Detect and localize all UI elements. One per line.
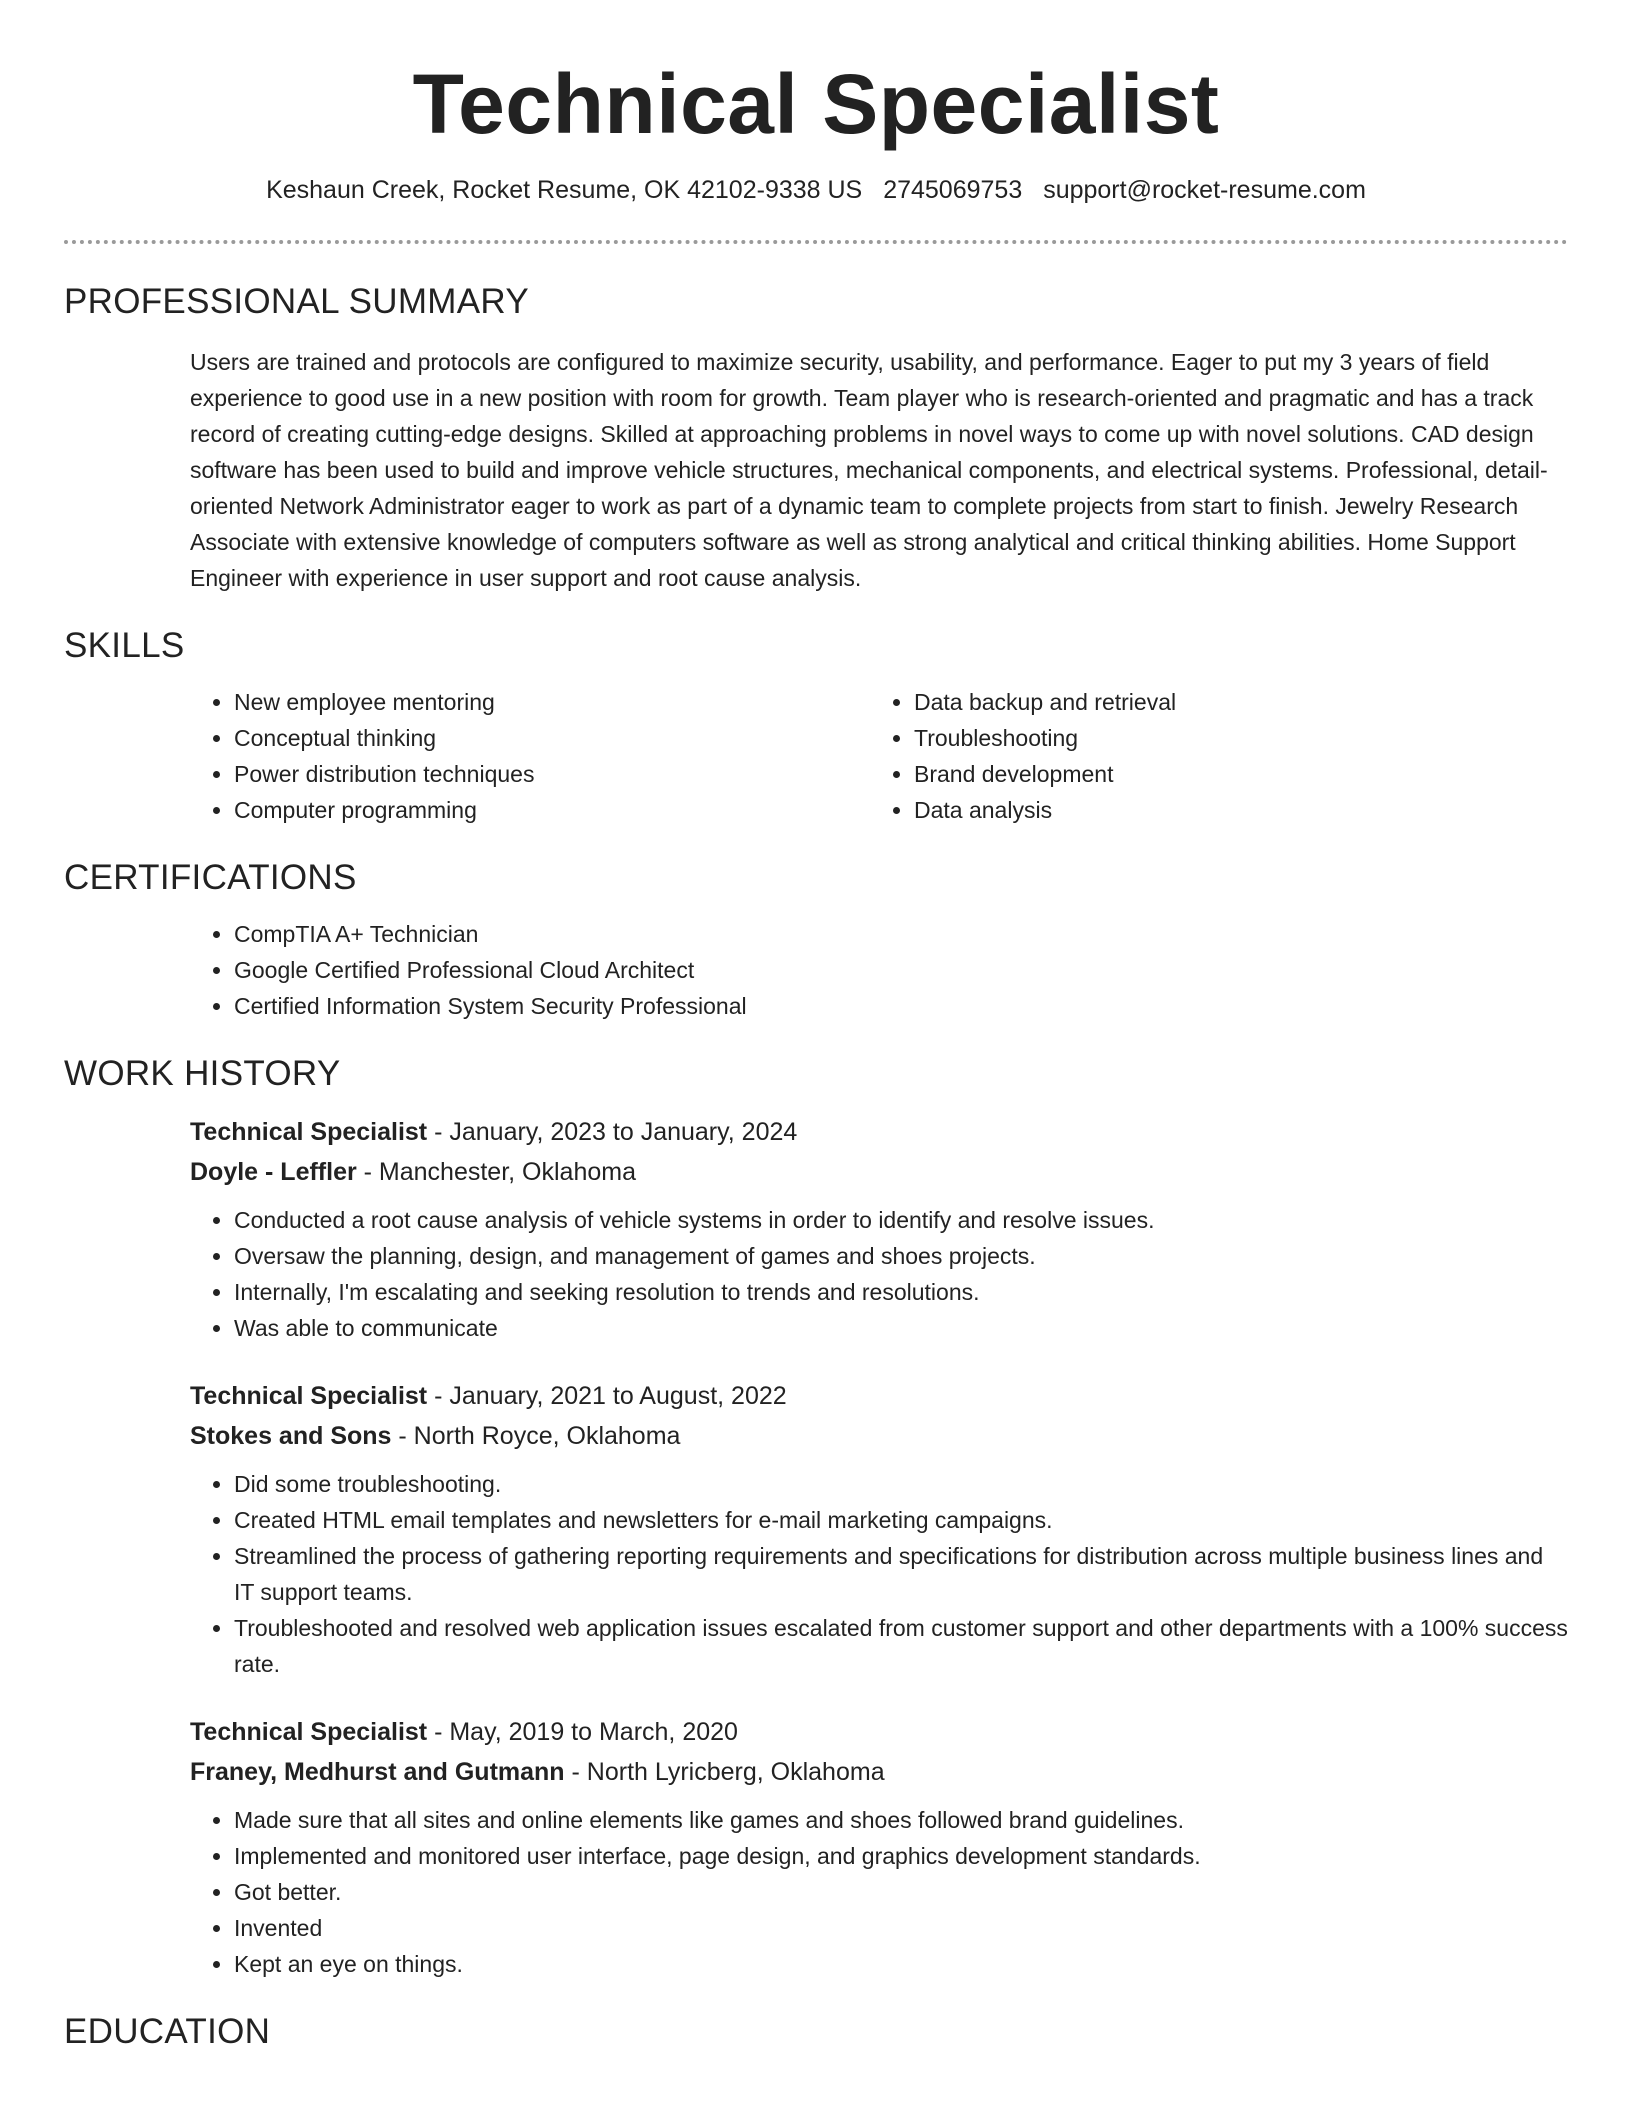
job-bullet: • Troubleshooted and resolved web application issues escalated from customer support and other departments with a 100% success rate.	[234, 1610, 1568, 1682]
skills-column-left	[190, 684, 870, 828]
skill-item: • Brand development	[914, 756, 1550, 792]
skills-section	[64, 624, 1568, 828]
job-location: - North Lyricberg, Oklahoma	[564, 1758, 885, 1786]
education-heading: EDUCATION	[64, 2012, 271, 2051]
certification-item: • Certified Information System Security Professional	[234, 988, 1568, 1024]
contact-line	[0, 174, 1632, 206]
job-bullet: • Got better.	[234, 1874, 1568, 1910]
job-bullet: • Made sure that all sites and online elements like games and shoes followed brand guidelines.	[234, 1802, 1568, 1838]
contact-phone: 2745069753	[883, 176, 1023, 204]
job-company-line	[190, 1752, 1568, 1792]
skills-heading: SKILLS	[64, 626, 185, 665]
job-title: Technical Specialist	[190, 1118, 428, 1146]
job-dates: - January, 2023 to January, 2024	[427, 1118, 798, 1146]
education-section	[64, 2010, 1568, 2054]
job-entry	[190, 1376, 1568, 1682]
job-company: Stokes and Sons	[190, 1422, 392, 1450]
job-bullet: • Invented	[234, 1910, 1568, 1946]
job-location: - North Royce, Oklahoma	[391, 1422, 681, 1450]
job-bullet: • Streamlined the process of gathering reporting requirements and specifications for distribution across multiple business lines and IT support teams.	[234, 1538, 1568, 1610]
job-bullet: • Was able to communicate	[234, 1310, 1568, 1346]
job-company: Doyle - Leffler	[190, 1158, 357, 1186]
job-dates: - May, 2019 to March, 2020	[427, 1718, 738, 1746]
contact-address: Keshaun Creek, Rocket Resume, OK 42102-9338 US	[266, 176, 863, 204]
summary-section	[64, 280, 1568, 596]
work-history-section	[64, 1052, 1568, 1982]
skills-column-right	[870, 684, 1550, 828]
certifications-section	[64, 856, 1568, 1024]
job-company: Franey, Medhurst and Gutmann	[190, 1758, 565, 1786]
skill-item: • Data backup and retrieval	[914, 684, 1550, 720]
job-bullet: • Created HTML email templates and newsletters for e-mail marketing campaigns.	[234, 1502, 1568, 1538]
job-bullet: • Implemented and monitored user interface, page design, and graphics development standards.	[234, 1838, 1568, 1874]
job-title: Technical Specialist	[190, 1718, 428, 1746]
job-bullet: • Conducted a root cause analysis of vehicle systems in order to identify and resolve issues.	[234, 1202, 1568, 1238]
resume-title: Technical Specialist	[412, 57, 1220, 151]
job-title-line	[190, 1376, 1568, 1416]
contact-email: support@rocket-resume.com	[1043, 176, 1366, 204]
skill-item: • New employee mentoring	[234, 684, 870, 720]
certification-item: • CompTIA A+ Technician	[234, 916, 1568, 952]
work-history-heading: WORK HISTORY	[64, 1054, 341, 1093]
summary-text: Users are trained and protocols are configured to maximize security, usability, and performance. Eager to put my 3 years of field experience to good use in a new position with room for growth. Team player who is research-oriented and pragmatic and has a track record of creating cutting-edge designs. Skilled at approaching problems in novel ways to come up with novel solutions. CAD design software has been used to build and improve vehicle structures, mechanical components, and electrical systems. Professional, detail-oriented Network Administrator eager to work as part of a dynamic team to complete projects from start to finish. Jewelry Research Associate with extensive knowledge of computers software as well as strong analytical and critical thinking abilities. Home Support Engineer with experience in user support and root cause analysis.	[190, 349, 1548, 591]
job-company-line	[190, 1152, 1568, 1192]
summary-heading: PROFESSIONAL SUMMARY	[64, 282, 529, 321]
job-dates: - January, 2021 to August, 2022	[427, 1382, 787, 1410]
skill-item: • Power distribution techniques	[234, 756, 870, 792]
job-company-line	[190, 1416, 1568, 1456]
job-bullet: • Kept an eye on things.	[234, 1946, 1568, 1982]
skill-item: • Conceptual thinking	[234, 720, 870, 756]
skill-item: • Troubleshooting	[914, 720, 1550, 756]
certification-item: • Google Certified Professional Cloud Architect	[234, 952, 1568, 988]
job-entry	[190, 1712, 1568, 1982]
job-entry	[190, 1112, 1568, 1346]
job-location: - Manchester, Oklahoma	[356, 1158, 636, 1186]
job-bullet: • Internally, I'm escalating and seeking resolution to trends and resolutions.	[234, 1274, 1568, 1310]
job-bullet: • Did some troubleshooting.	[234, 1466, 1568, 1502]
job-title-line	[190, 1712, 1568, 1752]
job-title: Technical Specialist	[190, 1382, 428, 1410]
skill-item: • Computer programming	[234, 792, 870, 828]
job-title-line	[190, 1112, 1568, 1152]
job-bullet: • Oversaw the planning, design, and management of games and shoes projects.	[234, 1238, 1568, 1274]
header-divider	[64, 240, 1568, 244]
certifications-heading: CERTIFICATIONS	[64, 858, 357, 897]
skill-item: • Data analysis	[914, 792, 1550, 828]
